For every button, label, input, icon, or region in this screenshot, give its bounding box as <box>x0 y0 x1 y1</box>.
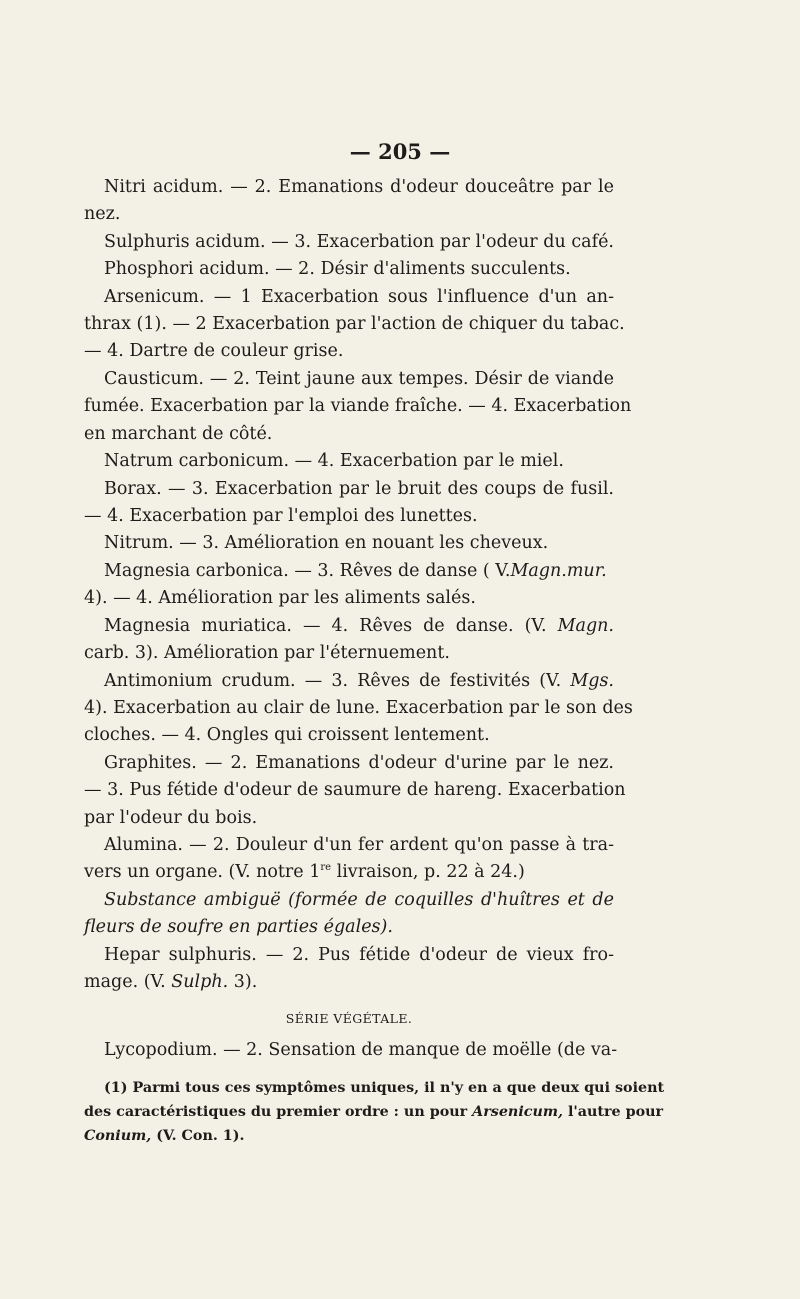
text-run: Antimonium crudum. — 3. Rêves de festivités (V. <box>104 671 562 691</box>
text-line: Borax. — 3. Exacerbation par le bruit des coups de fusil. <box>104 479 614 499</box>
text-line: 4). Exacerbation au clair de lune. Exacerbation par le son des <box>84 698 633 718</box>
text-run: Magnesia muriatica. — 4. Rêves de danse. (V. <box>104 616 547 636</box>
footnote-line: (1) Parmi tous ces symptômes uniques, il n'y en a que deux qui soient <box>104 1080 665 1096</box>
text-run: mage. (V. <box>84 972 166 992</box>
italic-ref: Magn. <box>557 616 614 636</box>
text-line: nez. <box>84 204 121 224</box>
italic-text: et <box>567 890 585 910</box>
text-line: Causticum. — 2. Teint jaune aux tempes. Désir de viande <box>104 369 614 389</box>
italic-ref: Magn.mur. <box>510 561 607 581</box>
text-line: Phosphori acidum. — 2. Désir d'aliments succulents. <box>104 259 571 279</box>
text-line <box>104 558 614 584</box>
section-heading: SÉRIE VÉGÉTALE. <box>285 1011 413 1026</box>
footnote-line <box>84 1123 614 1149</box>
text-run: Magnesia carbonica. — 3. Rêves de danse ( V. <box>104 561 511 581</box>
text-line <box>104 613 614 639</box>
italic-text: de <box>592 890 614 910</box>
text-line <box>104 668 614 694</box>
footnote-italic: Arsenicum, <box>472 1104 563 1120</box>
text-line: 4). — 4. Amélioration par les aliments salés. <box>84 588 476 608</box>
text-line <box>84 969 614 995</box>
footnote-text: des caractéristiques du premier ordre : un pour <box>84 1104 468 1120</box>
text-run: vers un organe. (V. notre 1 <box>84 862 321 882</box>
text-line: thrax (1). — 2 Exacerbation par l'action de chiquer du tabac. <box>84 314 625 334</box>
text-line: — 4. Exacerbation par l'emploi des lunettes. <box>84 506 478 526</box>
text-line: Natrum carbonicum. — 4. Exacerbation par le miel. <box>104 451 564 471</box>
text-line: Nitrum. — 3. Amélioration en nouant les cheveux. <box>104 533 549 553</box>
italic-ref: Sulph. <box>171 972 229 992</box>
superscript: re <box>320 862 332 874</box>
footnote-italic: Conium, <box>84 1128 152 1144</box>
text-run: livraison, p. 22 à 24.) <box>331 862 525 882</box>
text-line <box>104 887 614 913</box>
text-line: Graphites. — 2. Emanations d'odeur d'urine par le nez. <box>104 753 614 773</box>
text-line: fumée. Exacerbation par la viande fraîche. — 4. Exacerbation <box>84 396 632 416</box>
footnote-text: l'autre pour <box>567 1104 664 1120</box>
text-line <box>84 859 614 885</box>
text-line: en marchant de côté. <box>84 424 273 444</box>
text-run: 3). <box>228 972 258 992</box>
text-line: fleurs de soufre en parties égales). <box>84 917 393 937</box>
text-line: Sulphuris acidum. — 3. Exacerbation par l'odeur du café. <box>104 232 614 252</box>
italic-text: Substance ambiguë (formée de coquilles d'huîtres <box>104 890 560 910</box>
footnote-text: (V. Con. 1). <box>156 1128 245 1144</box>
text-line: Arsenicum. — 1 Exacerbation sous l'influence d'un an- <box>104 287 614 307</box>
text-line: — 4. Dartre de couleur grise. <box>84 341 344 361</box>
text-line: carb. 3). Amélioration par l'éternuement. <box>84 643 450 663</box>
text-line: — 3. Pus fétide d'odeur de saumure de hareng. Exacerbation <box>84 780 626 800</box>
text-line: Alumina. — 2. Douleur d'un fer ardent qu'on passe à tra- <box>104 835 614 855</box>
text-line: par l'odeur du bois. <box>84 808 258 828</box>
text-line: Hepar sulphuris. — 2. Pus fétide d'odeur de vieux fro- <box>104 945 614 965</box>
footnote-line <box>84 1099 664 1125</box>
text-line: cloches. — 4. Ongles qui croissent lentement. <box>84 725 490 745</box>
italic-ref: Mgs. <box>570 671 614 691</box>
page-number: — 205 — <box>349 139 451 164</box>
text-line: Nitri acidum. — 2. Emanations d'odeur douceâtre par le <box>104 177 614 197</box>
text-line: Lycopodium. — 2. Sensation de manque de moëlle (de va- <box>104 1040 618 1060</box>
